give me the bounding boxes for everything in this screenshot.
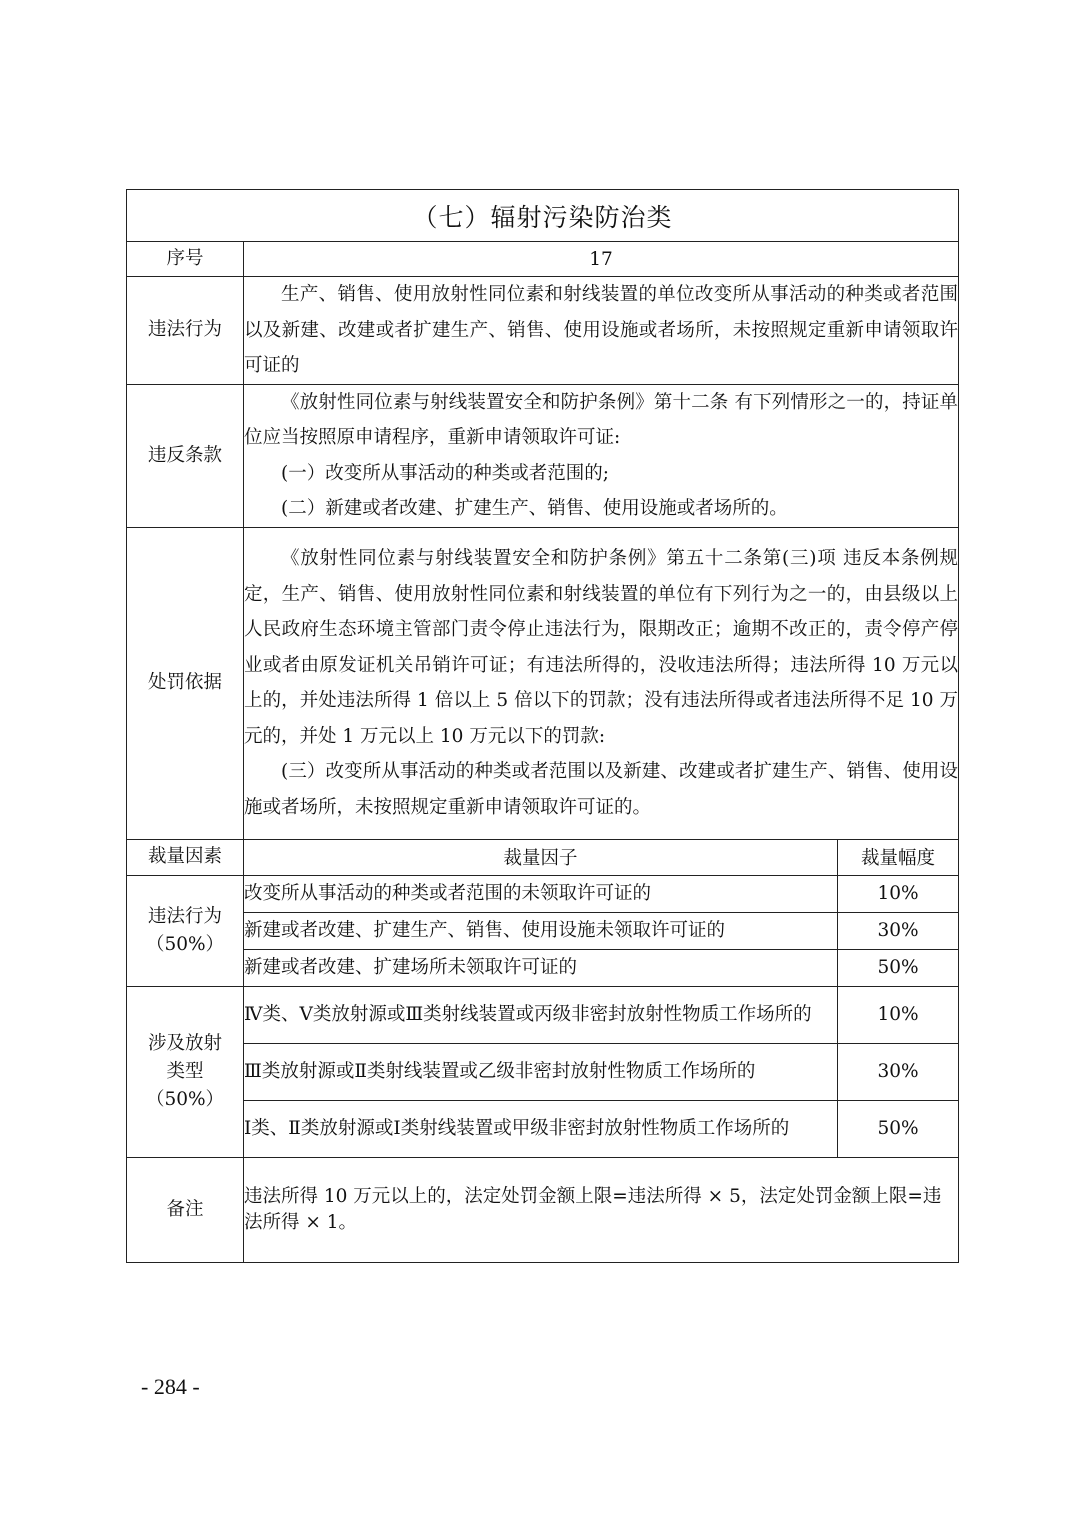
- factor-item: Ⅰ类、Ⅱ类放射源或Ⅰ类射线装置或甲级非密封放射性物质工作场所的: [244, 1100, 838, 1157]
- factor-item: Ⅲ类放射源或Ⅱ类射线装置或乙级非密封放射性物质工作场所的: [244, 1043, 838, 1100]
- group-violation-label-line: 违法行为: [147, 905, 222, 927]
- remark-text: 违法所得 10 万元以上的，法定处罚金额上限=违法所得 × 5，法定处罚金额上限=违法所得 × 1。: [244, 1157, 959, 1262]
- clause-paragraph: 《放射性同位素与射线装置安全和防护条例》第十二条 有下列情形之一的，持证单位应当按照原申请程序，重新申请领取许可证:: [244, 391, 959, 448]
- factor-pct: 50%: [838, 1100, 959, 1157]
- factor-pct: 30%: [838, 912, 959, 949]
- basis-label: 处罚依据: [127, 527, 244, 839]
- page-number: - 284 -: [141, 1374, 200, 1399]
- factor-pct: 10%: [838, 986, 959, 1043]
- clause-label: 违反条款: [127, 384, 244, 527]
- group-radiation-label-pct: （50%）: [145, 1088, 225, 1110]
- discretion-factor-header: 裁量因素: [127, 839, 244, 875]
- remark-label: 备注: [127, 1157, 244, 1262]
- clause-paragraph: (一）改变所从事活动的种类或者范围的;: [281, 462, 609, 484]
- group-radiation-label: [127, 986, 244, 1157]
- discretion-item-header: 裁量因子: [244, 839, 838, 875]
- group-violation-label: [127, 875, 244, 986]
- factor-item: Ⅳ类、Ⅴ类放射源或Ⅲ类射线装置或丙级非密封放射性物质工作场所的: [244, 986, 838, 1043]
- seq-value: 17: [244, 242, 959, 277]
- group-violation-label-pct: （50%）: [145, 933, 225, 955]
- basis-text-cell: [244, 527, 959, 839]
- basis-paragraph: 《放射性同位素与射线装置安全和防护条例》第五十二条第(三)项 违反本条例规定，生产、销售、使用放射性同位素和射线装置的单位有下列行为之一的，由县级以上人民政府生态环境主管部门责令停止违法行为，限期改正；逾期不改正的，责令停产停业或者由原发证机关吊销许可证；有违法所得的，没收违法所得；违法所得 10 万元以上的，并处违法所得 1 倍以上 5 倍以下的罚款；没有违法所得或者违法所得不足 10 万元的，并处 1 万元以上 10 万元以下的罚款:: [244, 548, 959, 747]
- basis-paragraph: (三）改变所从事活动的种类或者范围以及新建、改建或者扩建生产、销售、使用设施或者场所，未按照规定重新申请领取许可证的。: [244, 761, 959, 818]
- clause-paragraph: (二）新建或者改建、扩建生产、销售、使用设施或者场所的。: [281, 498, 788, 519]
- penalty-table: [126, 189, 959, 1263]
- violation-text: 生产、销售、使用放射性同位素和射线装置的单位改变所从事活动的种类或者范围以及新建、改建或者扩建生产、销售、使用设施或者场所，未按照规定重新申请领取许可证的: [244, 284, 959, 376]
- discretion-range-header: 裁量幅度: [838, 839, 959, 875]
- factor-item: 新建或者改建、扩建生产、销售、使用设施未领取许可证的: [244, 912, 838, 949]
- table-title: （七）辐射污染防治类: [127, 190, 959, 242]
- factor-item: 新建或者改建、扩建场所未领取许可证的: [244, 949, 838, 986]
- violation-text-cell: [244, 277, 959, 385]
- group-radiation-label-line: 类型: [166, 1060, 204, 1082]
- factor-pct: 50%: [838, 949, 959, 986]
- factor-item: 改变所从事活动的种类或者范围的未领取许可证的: [244, 875, 838, 912]
- violation-label: 违法行为: [127, 277, 244, 385]
- seq-label: 序号: [127, 242, 244, 277]
- factor-pct: 10%: [838, 875, 959, 912]
- group-radiation-label-line: 涉及放射: [147, 1032, 222, 1054]
- factor-pct: 30%: [838, 1043, 959, 1100]
- clause-text-cell: [244, 384, 959, 527]
